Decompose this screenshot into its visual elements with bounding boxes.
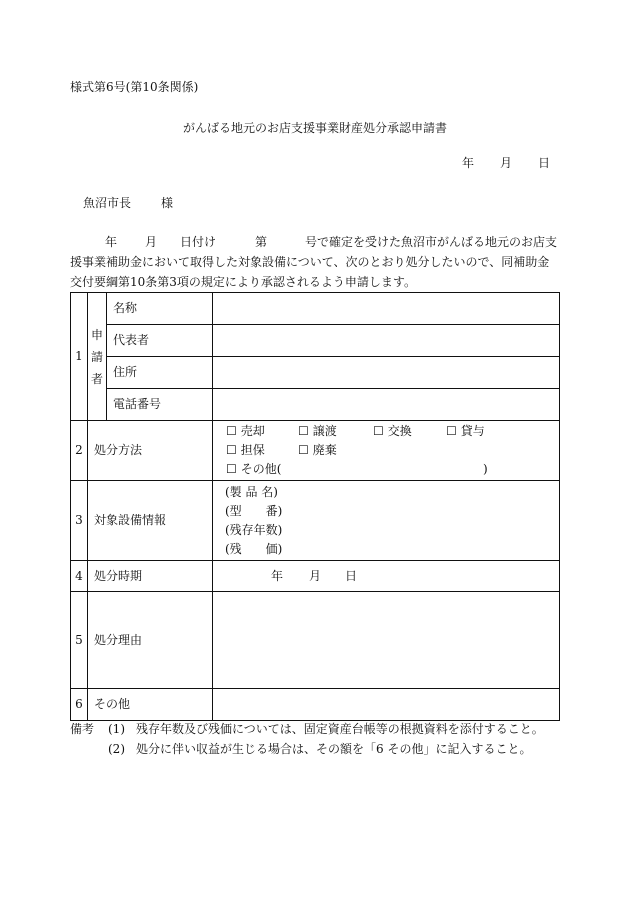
row-number-4: 4: [71, 561, 88, 592]
statement-dated: 日付け: [180, 235, 217, 249]
reason-value[interactable]: [213, 592, 560, 689]
statement-line-2: 援事業補助金において取得した対象設備について、次のとおり処分したいので、同補助金: [70, 255, 550, 269]
field-value-phone[interactable]: [213, 389, 560, 421]
document-title: がんばる地元のお店支援事業財産処分承認申請書: [182, 121, 447, 135]
option-transfer[interactable]: ☐ 譲渡: [298, 422, 337, 441]
checkbox-icon: ☐: [298, 443, 309, 457]
checkbox-icon: ☐: [226, 443, 237, 457]
statement-line-3: 交付要綱第10条第3項の規定により承認されるよう申請します。: [70, 275, 416, 289]
method-options: [213, 421, 560, 481]
equipment-remaining-years: (残存年数): [225, 522, 283, 537]
date-month: 月: [500, 156, 513, 170]
field-value-name[interactable]: [213, 293, 560, 325]
field-label-name: 名称: [107, 293, 213, 325]
field-label-reason: 処分理由: [88, 592, 213, 689]
table-row: [71, 389, 560, 421]
option-sale[interactable]: ☐ 売却: [226, 422, 265, 441]
field-label-phone: 電話番号: [107, 389, 213, 421]
option-disposal[interactable]: ☐ 廃棄: [298, 441, 337, 460]
field-value-address[interactable]: [213, 357, 560, 389]
field-label-equipment: 対象設備情報: [88, 481, 213, 561]
timing-month: 月: [309, 569, 322, 583]
table-row: [71, 561, 560, 592]
note-number: (2): [108, 742, 125, 756]
option-other[interactable]: ☐ その他(: [226, 460, 281, 479]
statement-dai: 第: [255, 235, 268, 249]
option-exchange[interactable]: ☐ 交換: [373, 422, 412, 441]
date-year: 年: [462, 156, 475, 170]
field-label-timing: 処分時期: [88, 561, 213, 592]
option-lease[interactable]: ☐ 貸与: [446, 422, 485, 441]
checkbox-icon: ☐: [226, 424, 237, 438]
statement-year: 年: [105, 235, 118, 249]
application-table: [70, 292, 560, 721]
option-collateral[interactable]: ☐ 担保: [226, 441, 265, 460]
field-label-method: 処分方法: [88, 421, 213, 481]
table-row: [71, 689, 560, 721]
equipment-product-name: (製 品 名): [225, 484, 278, 499]
application-statement: [70, 232, 570, 292]
statement-month: 月: [145, 235, 158, 249]
table-row: [71, 293, 560, 325]
row-number-5: 5: [71, 592, 88, 689]
statement-rest: 号で確定を受けた魚沼市がんばる地元のお店支: [305, 235, 558, 249]
checkbox-icon: ☐: [373, 424, 384, 438]
checkbox-icon: ☐: [446, 424, 457, 438]
field-label-representative: 代表者: [107, 325, 213, 357]
note-text: 残存年数及び残価については、固定資産台帳等の根拠資料を添付すること。: [136, 722, 544, 736]
field-value-representative[interactable]: [213, 325, 560, 357]
row-number-2: 2: [71, 421, 88, 481]
field-label-other: その他: [88, 689, 213, 721]
option-other-close: ): [483, 462, 488, 476]
row-number-6: 6: [71, 689, 88, 721]
table-row: [71, 421, 560, 481]
date-day: 日: [538, 156, 551, 170]
other-value[interactable]: [213, 689, 560, 721]
equipment-info[interactable]: [213, 481, 560, 561]
notes-heading: 備考: [70, 722, 95, 736]
timing-year: 年: [271, 569, 284, 583]
statement-line-1: [70, 232, 570, 252]
addressee: [83, 196, 173, 210]
addressee-name: 魚沼市長: [83, 196, 132, 210]
timing-value[interactable]: [213, 561, 560, 592]
form-label: 様式第6号(第10条関係): [70, 80, 199, 94]
note-text: 処分に伴い収益が生じる場合は、その額を「6 その他」に記入すること。: [136, 742, 532, 756]
row-number-3: 3: [71, 481, 88, 561]
equipment-residual-value: (残 価): [225, 541, 283, 556]
table-row: [71, 325, 560, 357]
checkbox-icon: ☐: [298, 424, 309, 438]
table-row: [71, 592, 560, 689]
addressee-honorific: 様: [161, 196, 174, 210]
field-label-address: 住所: [107, 357, 213, 389]
checkbox-icon: ☐: [226, 462, 237, 476]
applicant-vertical-label: 申 請 者: [88, 293, 107, 421]
table-row: [71, 357, 560, 389]
timing-day: 日: [345, 569, 358, 583]
note-number: (1): [108, 722, 125, 736]
equipment-model-number: (型 番): [225, 503, 283, 518]
table-row: [71, 481, 560, 561]
row-number-1: 1: [71, 293, 88, 421]
